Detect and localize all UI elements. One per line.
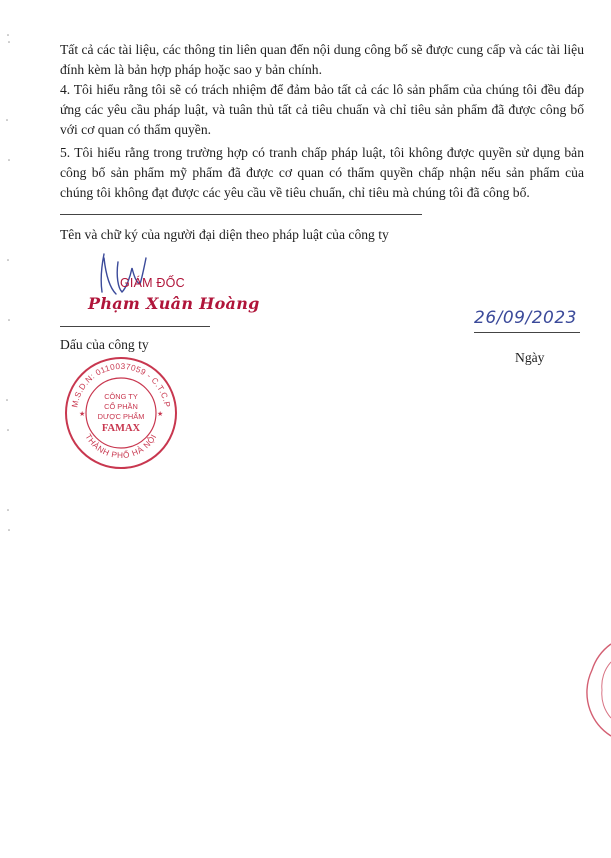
handwritten-date: 26/09/2023 [474,308,577,328]
stamp-line-3: DƯỢC PHẨM [97,412,145,421]
stamp-registration-arc: M.S.D.N: 0110037059 - C.T.C.P [70,361,172,409]
stamp-line-2: CỔ PHẦN [104,402,138,411]
representative-label: Tên và chữ ký của người đại diện theo pháp luật của công ty [60,227,389,242]
company-seal-label: Dấu của công ty [60,337,149,352]
paragraph-4-responsibility: 4. Tôi hiểu rằng tôi sẽ có trách nhiệm để đảm bảo tất cả các lô sản phẩm của chúng tôi đều đáp ứng các yêu cầu pháp luật, và tuân thủ tất cả tiêu chuẩn và chỉ tiêu sản phẩm đã được công bố với cơ quan có thẩm quyền. [60,82,584,137]
paragraph-documents: Tất cả các tài liệu, các thông tin liên quan đến nội dung công bố sẽ được cung cấp và các tài liệu đính kèm là bản hợp pháp hoặc sao y bản chính. [60,42,584,77]
date-label: Ngày [515,350,545,365]
stamp-star-right-icon: ★ [157,410,164,418]
stamp-line-1: CÔNG TY [104,392,138,401]
stamp-city-arc: THÀNH PHỐ HÀ NỘI [83,432,159,461]
stamp-star-left-icon: ★ [79,410,86,418]
signer-name: Phạm Xuân Hoàng [88,294,260,313]
separator-line [60,214,422,215]
date-line [474,332,580,333]
stamp-line-4: FAMAX [101,423,141,434]
signer-title: GIÁM ĐỐC [120,276,185,290]
partial-stamp-fragment [580,640,611,740]
margin-marks [3,30,13,550]
company-stamp [62,354,180,472]
paragraph-5-dispute: 5. Tôi hiểu rằng trong trường hợp có tranh chấp pháp luật, tôi không được quyền sử dụng bản công bố sản phẩm mỹ phẩm đã được cơ quan có thẩm quyền chấp nhận nếu sản phẩm của chúng tôi không đạt được các yêu cầu về tiêu chuẩn, chỉ tiêu mà chúng tôi đã công bố. [60,145,584,200]
signature-line [60,326,210,327]
